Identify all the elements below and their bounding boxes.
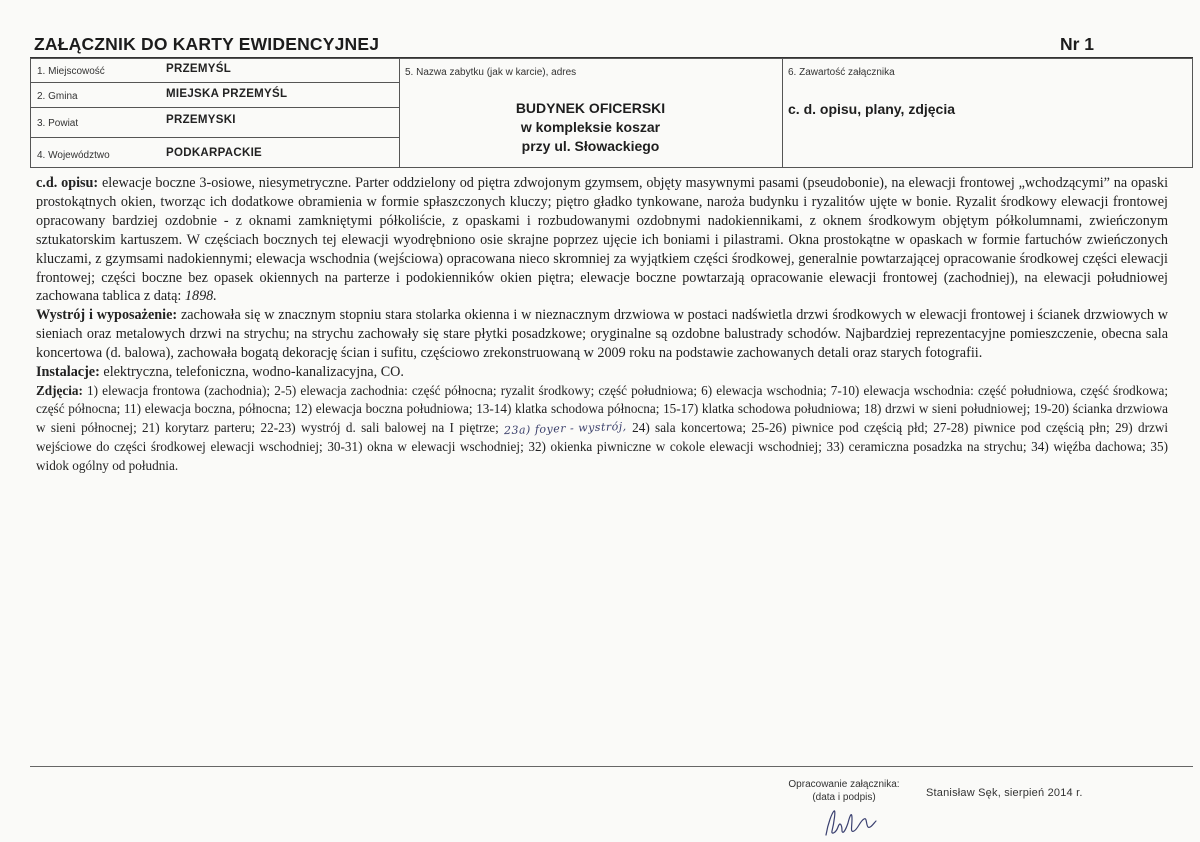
cell-label: 6. Zawartość załącznika (788, 67, 895, 78)
section-text: elewacje boczne 3-osiowe, niesymetryczne. Parter oddzielony od piętra zdwojonym gzymsem, objęty masywnymi pasami (pseudobonie), na elewacji frontowej „wchodzącymi” na opaski prostokątnych okien, tworząc ich dodatkowe obramienia w formie spłaszczonych kluczy; piętro gładko tynkowane, naroża budynku i ryzalitów ujęte w bonie. Ryzalit środkowy elewacji frontowej opracowany bardziej ozdobnie - z oknami zamkniętymi półkoliście, z opaskami i rozbudowanymi ozdobnymi nadokiennikami, z oknem środkowym objętym półkolumnami, zwieńczonym sztukatorskim kartuszem. W częściach bocznych tej elewacji wyodrębniono osie skrajne poprzez ujęcie ich boniami i pilastrami. Okna prostokątne w opaskach w formie fartuchów zwieńczonych kluczami, z gzymsami nadokiennymi; elewacja wschodnia (wejściowa) opracowana nieco skromniej za wyjątkiem części środkowej, generalnie powtarzającej opracowanie środkowej części elewacji frontowej; części boczne bez opasek okiennych na parterze i podokienników okien piętra; elewacje boczne powtarzają opracowanie elewacji frontowej (zachodniej), na elewacji południowej zachowana tablica z datą: (36, 175, 1169, 305)
attachment-contents-value: c. d. opisu, plany, zdjęcia (788, 101, 956, 117)
field-label: 3. Powiat (37, 118, 79, 129)
description-paragraph (36, 174, 1168, 306)
installations-paragraph (36, 363, 1168, 382)
field-powiat (31, 108, 399, 138)
field-wojewodztwo (31, 138, 399, 167)
field-value: PRZEMYŚL (166, 63, 232, 75)
monument-name-line: w kompleksie koszar (520, 119, 661, 135)
field-miejscowosc (31, 59, 399, 83)
field-label: 2. Gmina (37, 91, 78, 102)
field-value: MIEJSKA PRZEMYŚL (166, 88, 288, 100)
date-value: 1898. (184, 288, 217, 305)
section-label: c.d. opisu: (36, 175, 99, 191)
handwritten-note: 23a) foyer - wystrój, (503, 419, 628, 438)
document-number: Nr 1 (1059, 34, 1094, 54)
author-and-date: Stanisław Sęk, sierpień 2014 r. (926, 787, 1083, 799)
description-body (36, 174, 1168, 475)
section-label: Wystrój i wyposażenie: (36, 307, 178, 324)
field-value: PRZEMYSKI (166, 114, 236, 126)
section-label: Instalacje: (36, 364, 100, 381)
document-title: ZAŁĄCZNIK DO KARTY EWIDENCYJNEJ (34, 34, 380, 54)
header-table (30, 58, 1193, 168)
monument-name (399, 99, 782, 156)
footer-rule (30, 766, 1193, 767)
monument-name-cell (399, 59, 783, 167)
photos-paragraph (36, 382, 1168, 476)
section-text: 24) sala koncertowa; 25-26) piwnice pod częścią płd; 27-28) piwnice pod częścią płn; 29) drzwi wejściowe do części środkowej elewacji wschodniej; 30-31) okna w elewacji wschodniej; 32) okienka piwniczne w cokole elewacji wschodniej; 33) ceramiczna posadzka na strychu; 34) więźba dachowa; 35) widok ogólny od południa. (36, 419, 1169, 473)
prepared-label-line: Opracowanie załącznika: (788, 779, 900, 790)
monument-name-line: BUDYNEK OFICERSKI (515, 100, 666, 116)
signature-icon (812, 805, 892, 841)
section-label: Zdjęcia: (36, 382, 83, 398)
field-label: 4. Województwo (37, 150, 110, 161)
page-header (34, 34, 1094, 58)
monument-name-line: przy ul. Słowackiego (521, 138, 660, 154)
field-label: 1. Miejscowość (37, 66, 105, 77)
section-text: zachowała się w znacznym stopniu stara stolarka okienna i w nieznacznym drzwiowa w postaci nadświetla drzwi środkowych w elewacji frontowej i ścianek drzwiowych w sieniach oraz metalowych drzwi na strychu; na strychu zachowały się stare płytki posadzkowe; oryginalne są ozdobne balustrady schodów. Najbardziej reprezentacyjne pomieszczenie, obecna sala koncertowa (d. balowa), zachowała bogatą dekorację ścian i sufitu, częściowo zrekonstruowaną w 2009 roku na podstawie zachowanych detali oraz starych fotografii. (36, 307, 1168, 362)
attachment-contents-cell (782, 59, 1192, 167)
section-text: 1) elewacja frontowa (zachodnia); 2-5) elewacja zachodnia: część północna; ryzalit środkowy; część południowa; 6) elewacja wschodnia; 7-10) elewacja wschodnia: część południowa, część środkowa; część północna; 11) elewacja boczna, północna; 12) elewacja boczna południowa; 13-14) klatka schodowa północna; 15-17) klatka schodowa południowa; 18) drzwi w sieni południowej; 19-20) ścianka drzwiowa w sieni północnej; 21) korytarz parteru; 22-23) wystrój d. sali balowej na I piętrze; (36, 382, 1168, 435)
field-gmina (31, 83, 399, 108)
cell-label: 5. Nazwa zabytku (jak w karcie), adres (405, 67, 577, 78)
field-value: PODKARPACKIE (166, 147, 263, 159)
location-column (31, 59, 400, 167)
prepared-label-line: (data i podpis) (812, 792, 876, 803)
section-text: elektryczna, telefoniczna, wodno-kanalizacyjna, CO. (99, 364, 404, 381)
prepared-by-label (776, 778, 912, 804)
furnishings-paragraph (36, 306, 1168, 363)
